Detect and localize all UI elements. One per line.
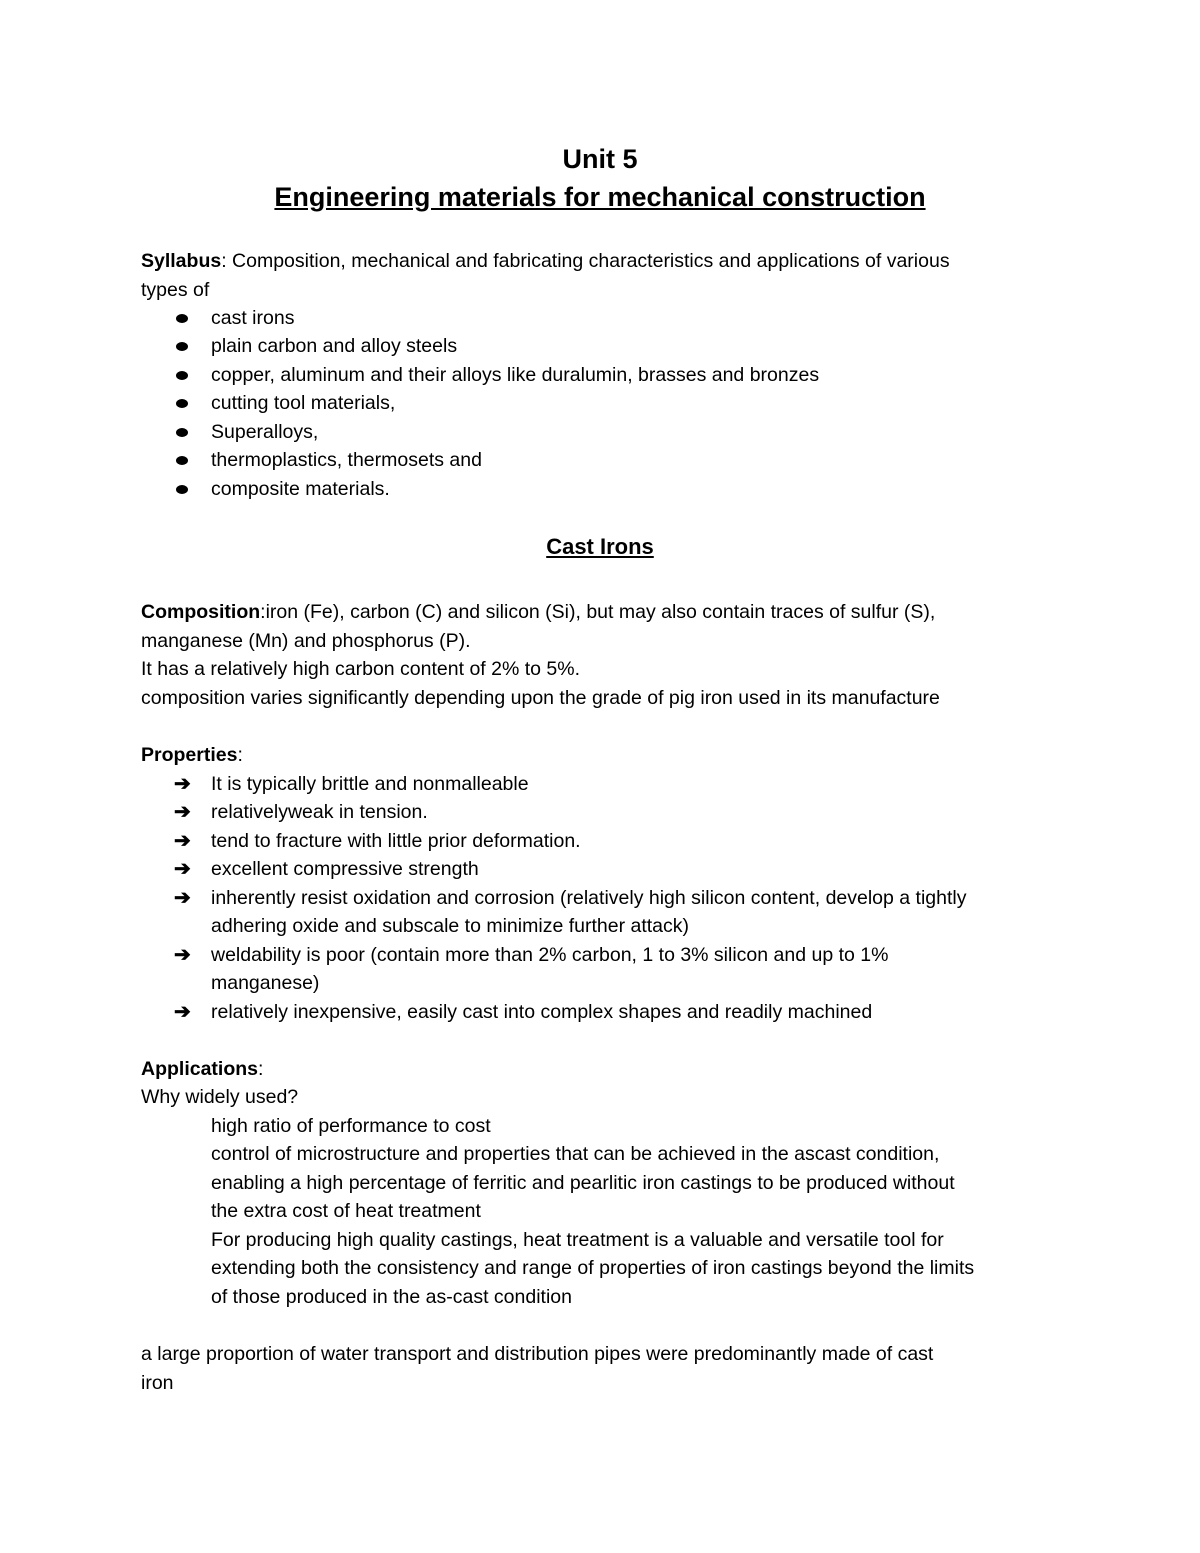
application-line: of those produced in the as-cast condition: [211, 1286, 572, 1308]
composition-line: manganese (Mn) and phosphorus (P).: [141, 630, 471, 652]
syllabus-item: thermoplastics, thermosets and: [211, 449, 482, 471]
application-line: control of microstructure and properties that can be achieved in the ascast condition,: [211, 1143, 940, 1165]
properties-heading: Properties:: [141, 744, 243, 766]
composition-line: It has a relatively high carbon content of 2% to 5%.: [141, 658, 581, 680]
syllabus-item: copper, aluminum and their alloys like duralumin, brasses and bronzes: [211, 364, 820, 386]
property-item: excellent compressive strength: [211, 858, 479, 880]
property-item: inherently resist oxidation and corrosion (relatively high silicon content, develop a tightly: [211, 887, 967, 909]
syllabus-item: Superalloys,: [211, 421, 319, 443]
property-item: It is typically brittle and nonmalleable: [211, 773, 529, 795]
application-line: high ratio of performance to cost: [211, 1115, 491, 1137]
syllabus-item: cast irons: [211, 307, 295, 329]
arrow-icon: ➔: [174, 830, 191, 852]
application-line: For producing high quality castings, heat treatment is a valuable and versatile tool for: [211, 1229, 944, 1251]
syllabus-item: plain carbon and alloy steels: [211, 335, 458, 357]
arrow-icon: ➔: [174, 1001, 191, 1023]
application-line: enabling a high percentage of ferritic and pearlitic iron castings to be produced without: [211, 1172, 955, 1194]
bullet-icon: [176, 428, 188, 437]
application-line: the extra cost of heat treatment: [211, 1200, 481, 1222]
bullet-icon: [176, 456, 188, 465]
syllabus-line: Syllabus: Composition, mechanical and fabricating characteristics and applications of various: [141, 250, 950, 272]
bullet-icon: [176, 314, 188, 323]
closing-line: iron: [141, 1372, 174, 1394]
bullet-icon: [176, 342, 188, 351]
composition-label: Composition: [141, 601, 261, 623]
applications-question: Why widely used?: [141, 1086, 299, 1108]
applications-heading: Applications:: [141, 1058, 264, 1080]
unit-title: Unit 5: [562, 144, 638, 174]
property-item: weldability is poor (contain more than 2% carbon, 1 to 3% silicon and up to 1%: [211, 944, 889, 966]
property-item: relatively inexpensive, easily cast into complex shapes and readily machined: [211, 1001, 873, 1023]
property-item: tend to fracture with little prior deformation.: [211, 830, 581, 852]
arrow-icon: ➔: [174, 887, 191, 909]
composition-line: Composition:iron (Fe), carbon (C) and silicon (Si), but may also contain traces of sulfur (S),: [141, 601, 936, 623]
arrow-icon: ➔: [174, 944, 191, 966]
closing-line: a large proportion of water transport and distribution pipes were predominantly made of cast: [141, 1343, 934, 1365]
arrow-icon: ➔: [174, 858, 191, 880]
property-item-cont: manganese): [211, 972, 320, 994]
property-item: relativelyweak in tension.: [211, 801, 428, 823]
syllabus-item: cutting tool materials,: [211, 392, 396, 414]
bullet-icon: [176, 399, 188, 408]
syllabus-line-2: types of: [141, 279, 210, 301]
section-heading-cast-irons: Cast Irons: [546, 534, 654, 559]
document-title: Engineering materials for mechanical construction: [274, 182, 926, 212]
property-item-cont: adhering oxide and subscale to minimize further attack): [211, 915, 689, 937]
syllabus-label: Syllabus: [141, 250, 222, 272]
syllabus-item: composite materials.: [211, 478, 390, 500]
bullet-icon: [176, 485, 188, 494]
arrow-icon: ➔: [174, 801, 191, 823]
application-line: extending both the consistency and range of properties of iron castings beyond the limits: [211, 1257, 975, 1279]
composition-line: composition varies significantly depending upon the grade of pig iron used in its manufacture: [141, 687, 940, 709]
bullet-icon: [176, 371, 188, 380]
arrow-icon: ➔: [174, 773, 191, 795]
